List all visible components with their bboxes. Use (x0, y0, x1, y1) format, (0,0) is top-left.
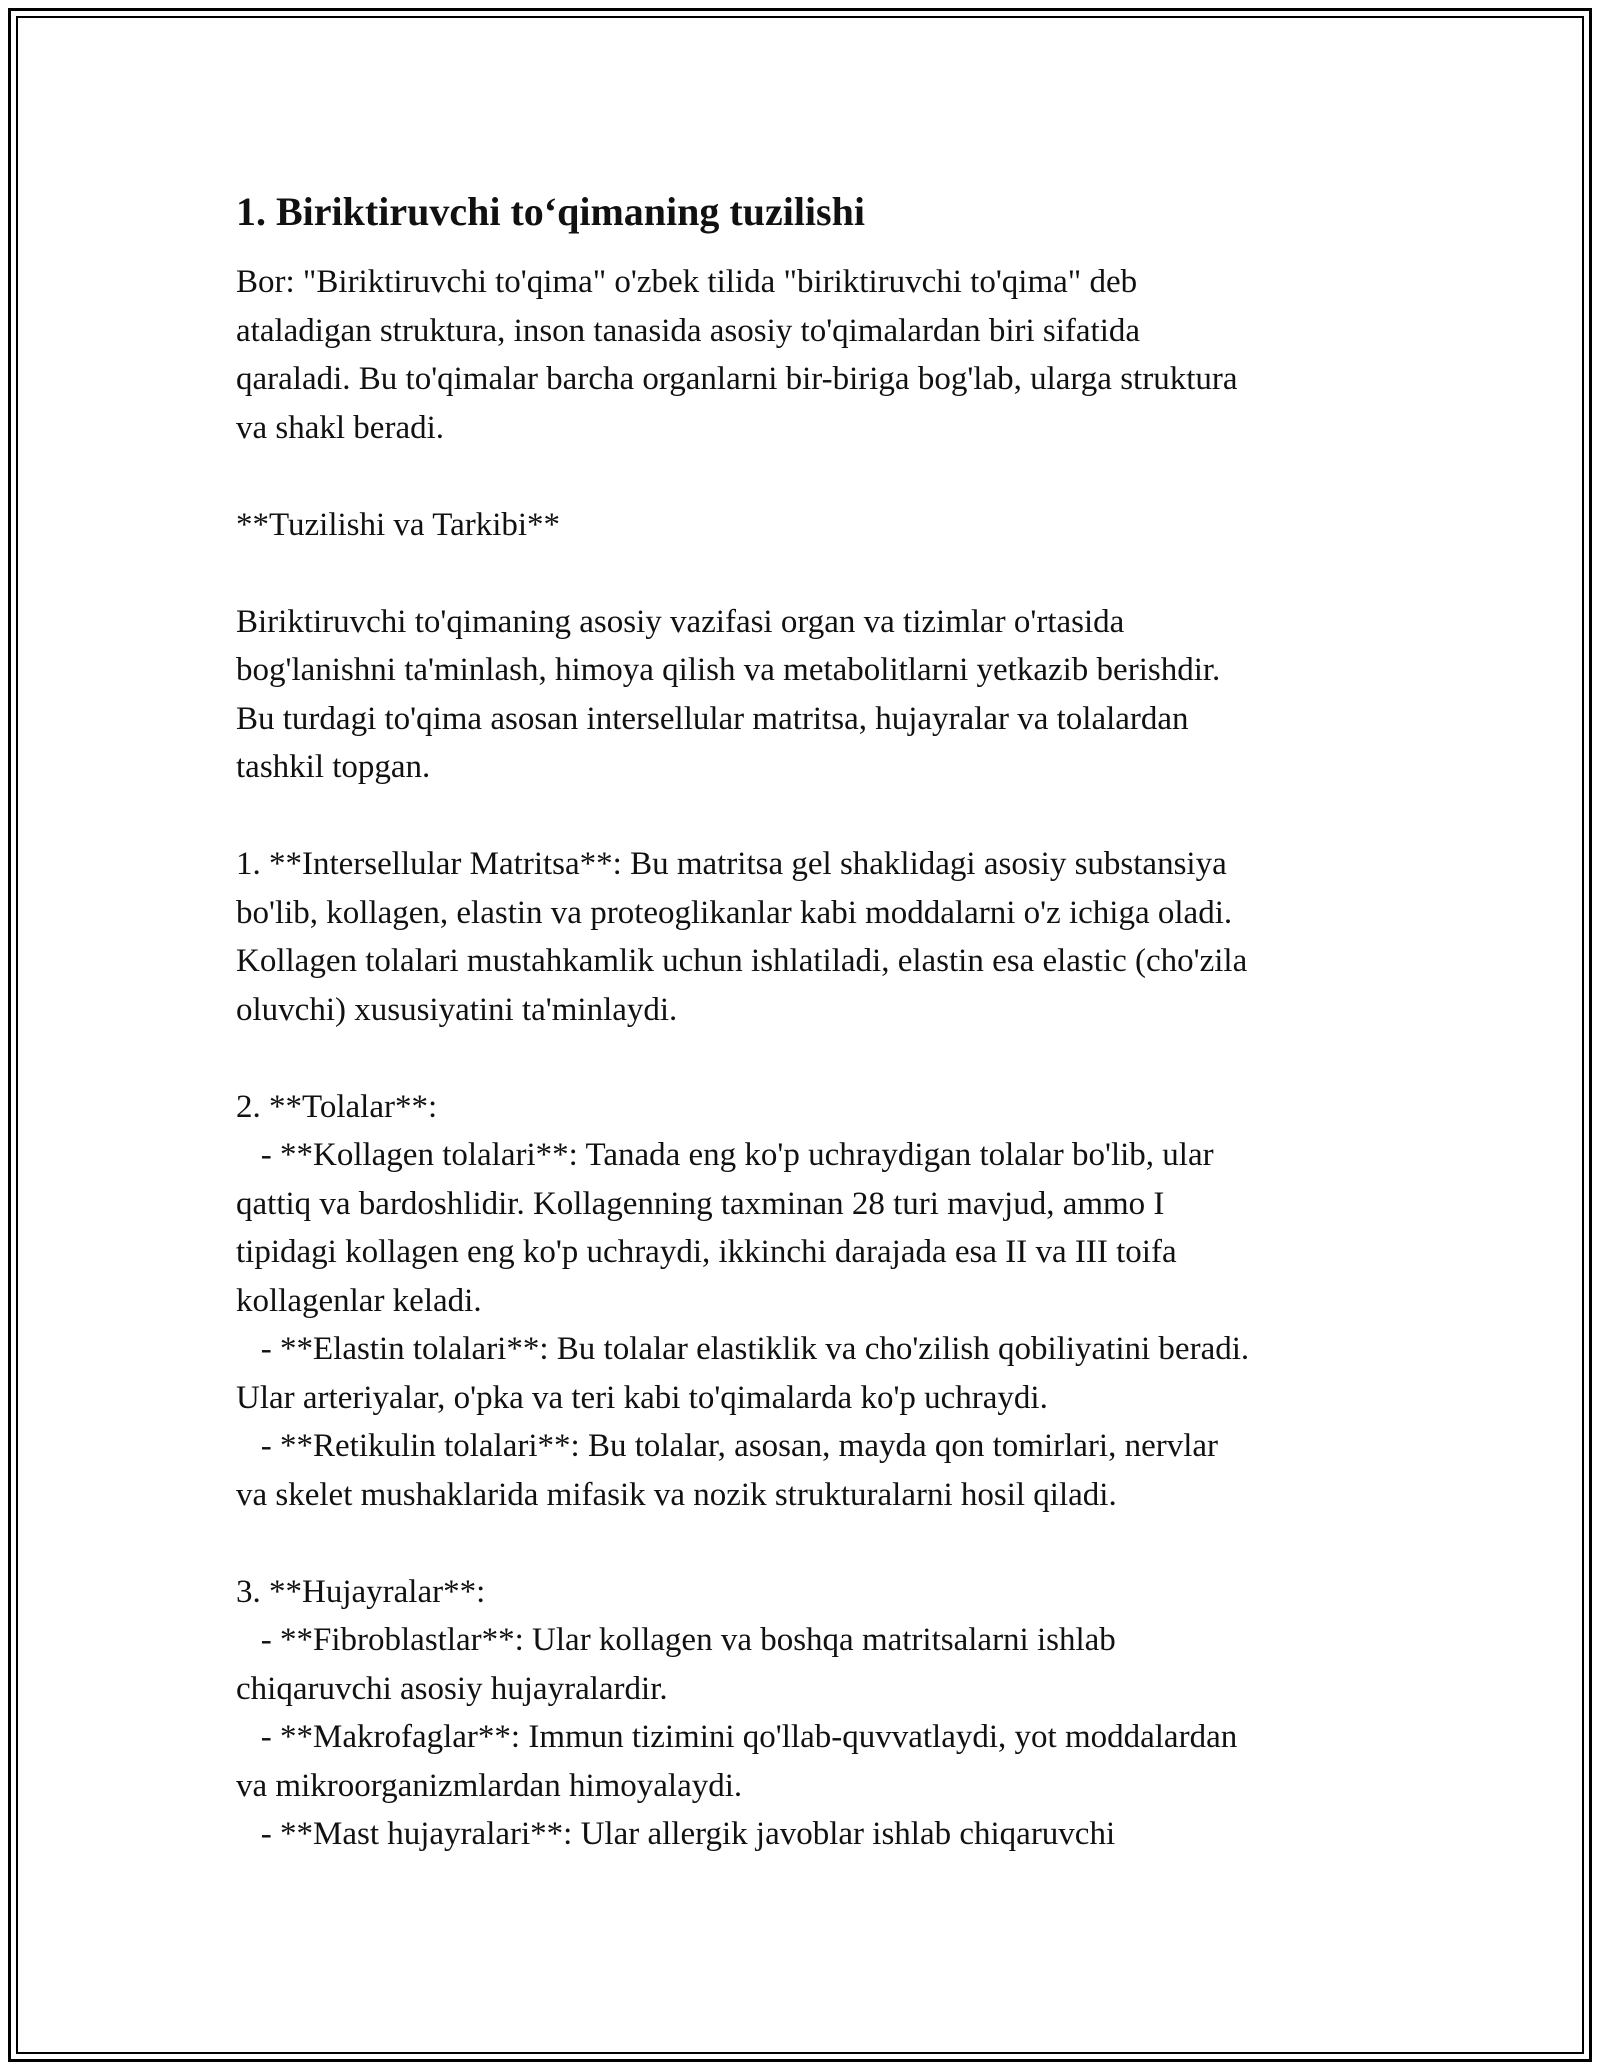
text-line: - **Fibroblastlar**: Ular kollagen va boshqa matritsalarni ishlab (236, 1622, 1116, 1658)
text-line: bog'lanishni ta'minlash, himoya qilish va metabolitlarni yetkazib berishdir. (236, 652, 1221, 688)
text-line: tipidagi kollagen eng ko'p uchraydi, ikkinchi darajada esa II va III toifa (236, 1234, 1177, 1270)
text-line: Ular arteriyalar, o'pka va teri kabi to'qimalarda ko'p uchraydi. (236, 1379, 1048, 1416)
text-line: qaraladi. Bu to'qimalar barcha organlarni bir-biriga bog'lab, ularga struktura (236, 361, 1238, 397)
text-line: - **Elastin tolalari**: Bu tolalar elastiklik va cho'zilish qobiliyatini beradi. (236, 1331, 1250, 1367)
blank-line (236, 549, 1386, 598)
text-line: qattiq va bardoshlidir. Kollagenning taxminan 28 turi mavjud, ammo I (236, 1185, 1165, 1222)
text-line: tashkil topgan. (236, 749, 431, 785)
blank-line (236, 1034, 1386, 1083)
text-line: Kollagen tolalari mustahkamlik uchun ishlatiladi, elastin esa elastic (cho'zila (236, 943, 1248, 979)
blank-line (236, 1519, 1386, 1568)
text-line: - **Retikulin tolalari**: Bu tolalar, asosan, mayda qon tomirlari, nervlar (236, 1428, 1219, 1464)
text-line: Biriktiruvchi to'qimaning asosiy vazifasi organ va tizimlar o'rtasida (236, 603, 1125, 640)
text-line: Bor: "Biriktiruvchi to'qima" o'zbek tilida "biriktiruvchi to'qima" deb (236, 264, 1138, 300)
document-body (236, 258, 1386, 1859)
blank-line (236, 452, 1386, 501)
text-line: 3. **Hujayralar**: (236, 1573, 486, 1610)
text-line: bo'lib, kollagen, elastin va proteoglikanlar kabi moddalarni o'z ichiga oladi. (236, 894, 1233, 931)
text-line: Bu turdagi to'qima asosan intersellular matritsa, hujayralar va tolalardan (236, 700, 1189, 737)
text-line: - **Mast hujayralari**: Ular allergik javoblar ishlab chiqaruvchi (236, 1816, 1116, 1852)
text-line: - **Makrofaglar**: Immun tizimini qo'llab-quvvatlaydi, yot moddalardan (236, 1719, 1238, 1755)
text-line: - **Kollagen tolalari**: Tanada eng ko'p uchraydigan tolalar bo'lib, ular (236, 1137, 1214, 1173)
text-line: chiqaruvchi asosiy hujayralardir. (236, 1670, 668, 1707)
text-line: va shakl beradi. (236, 409, 445, 446)
document-page (236, 186, 1386, 1859)
text-line: va skelet mushaklarida mifasik va nozik strukturalarni hosil qiladi. (236, 1476, 1117, 1513)
text-line: **Tuzilishi va Tarkibi** (236, 506, 561, 543)
text-line: 2. **Tolalar**: (236, 1088, 438, 1125)
text-line: oluvchi) xususiyatini ta'minlaydi. (236, 991, 678, 1028)
text-line: ataladigan struktura, inson tanasida asosiy to'qimalardan biri sifatida (236, 312, 1141, 349)
text-line: kollagenlar keladi. (236, 1282, 482, 1319)
document-heading: 1. Biriktiruvchi to‘qimaning tuzilishi (236, 189, 865, 234)
blank-line (236, 792, 1386, 841)
text-line: va mikroorganizmlardan himoyalaydi. (236, 1767, 743, 1804)
text-line: 1. **Intersellular Matritsa**: Bu matritsa gel shaklidagi asosiy substansiya (236, 846, 1227, 882)
